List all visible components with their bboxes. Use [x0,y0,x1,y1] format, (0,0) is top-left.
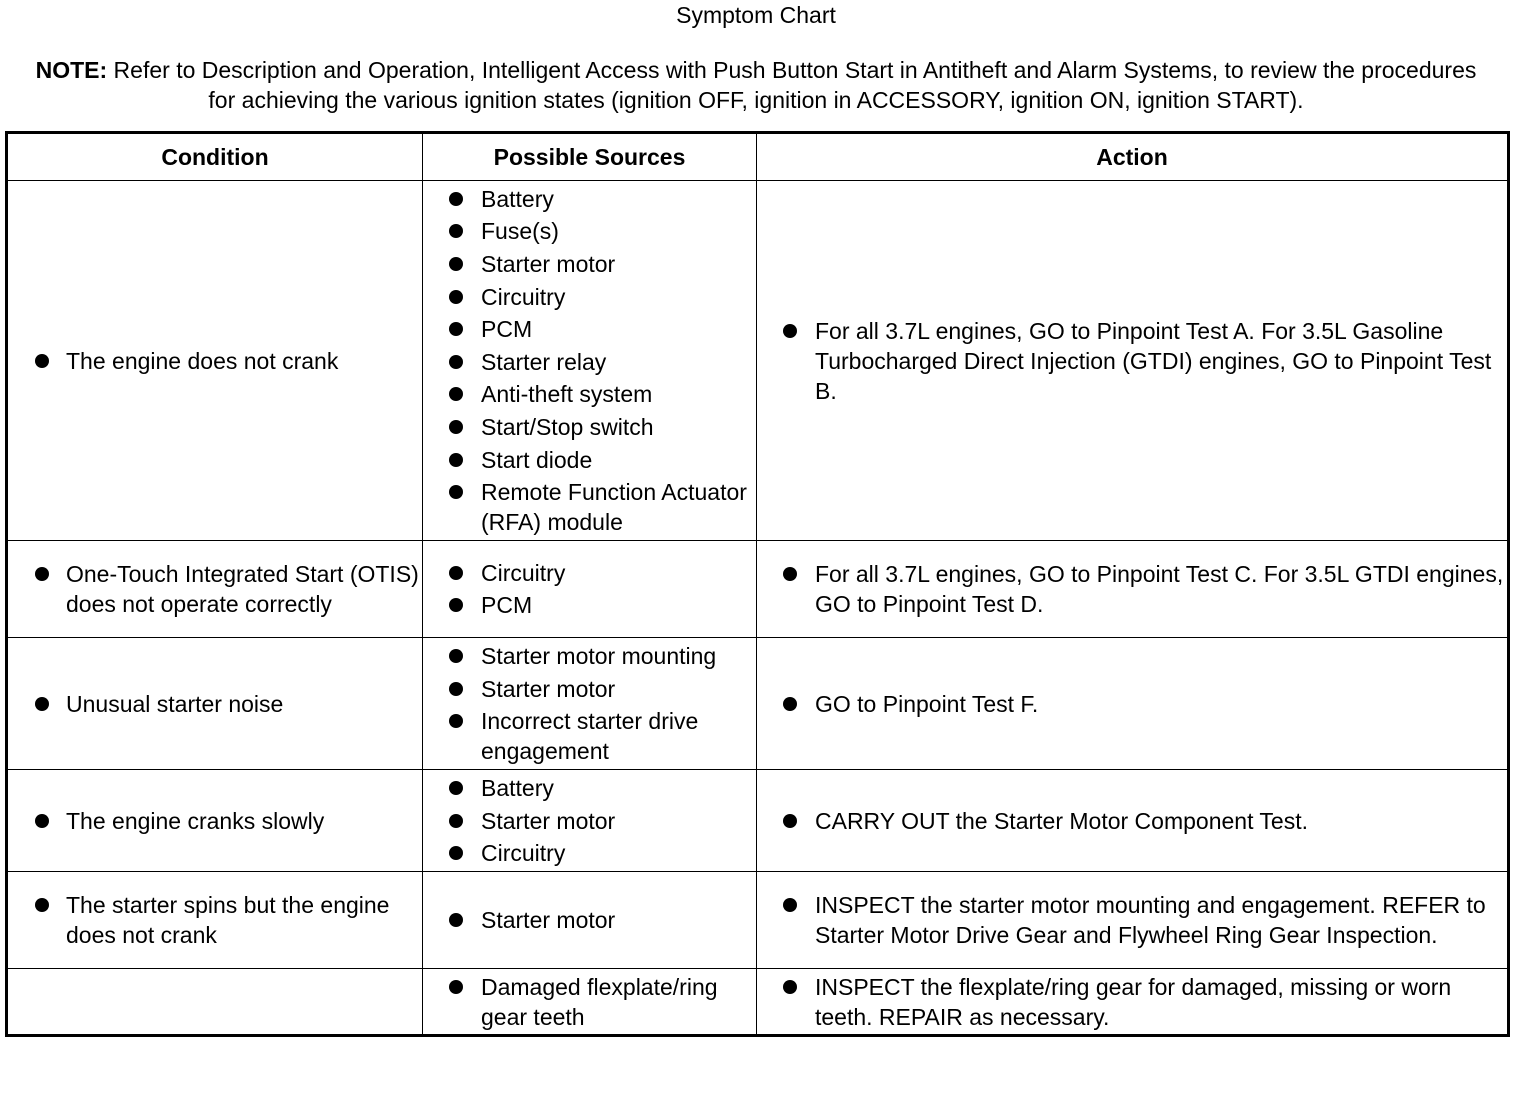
table-header-row [7,133,1509,181]
list-item-text: Incorrect starter drive engagement [481,708,699,765]
sources-list [423,184,756,537]
condition-list [8,890,422,950]
action-cell [757,181,1509,541]
list-item [8,689,422,719]
list-item-text: CARRY OUT the Starter Motor Component Test. [815,807,1309,834]
list-item [757,806,1507,836]
list-item [423,641,756,671]
list-item [423,674,756,704]
list-item-text: The engine cranks slowly [66,807,325,834]
list-item [757,689,1507,719]
bullet-icon [449,649,463,663]
bullet-icon [783,697,797,711]
table-row [7,181,1509,541]
sources-list [423,558,756,621]
list-item [423,972,756,1032]
list-item [423,314,756,344]
bullet-icon [783,324,797,338]
possible-sources-cell [423,969,757,1036]
condition-list [8,689,422,719]
list-item-text: Battery [481,774,554,801]
condition-cell [7,770,423,872]
condition-list [8,806,422,836]
action-cell [757,969,1509,1036]
bullet-icon [449,714,463,728]
sources-list [423,641,756,766]
list-item-text: For all 3.7L engines, GO to Pinpoint Test C. For 3.5L GTDI engines, GO to Pinpoint Test D. [815,561,1504,617]
list-item [423,590,756,620]
list-item [423,477,756,537]
bullet-icon [783,980,797,994]
list-item [423,445,756,475]
bullet-icon [449,192,463,206]
bullet-icon [449,485,463,499]
action-list [757,559,1507,619]
bullet-icon [449,290,463,304]
bullet-icon [449,566,463,580]
action-list [757,890,1507,950]
condition-cell [7,969,423,1036]
list-item [757,890,1507,950]
list-item-text: One-Touch Integrated Start (OTIS) does not operate correctly [66,561,419,617]
list-item-text: Start diode [481,446,593,473]
list-item-text: PCM [481,316,533,343]
list-item [423,558,756,588]
list-item [8,346,422,376]
condition-list [8,559,422,619]
bullet-icon [783,567,797,581]
list-item [423,905,756,935]
page-title: Symptom Chart [676,2,836,28]
action-cell [757,770,1509,872]
condition-cell [7,638,423,770]
table-row [7,969,1509,1036]
condition-list [8,346,422,376]
list-item-text: Anti-theft system [481,381,653,408]
table-row [7,770,1509,872]
list-item-text: Starter motor [481,807,616,834]
list-item-text: Start/Stop switch [481,413,654,440]
list-item-text: The engine does not crank [66,347,339,374]
list-item [423,806,756,836]
bullet-icon [449,980,463,994]
bullet-icon [35,354,49,368]
action-cell [757,541,1509,638]
action-list [757,689,1507,719]
bullet-icon [35,567,49,581]
list-item [757,316,1507,406]
list-item [423,184,756,214]
list-item-text: Starter relay [481,348,607,375]
note [30,55,1482,115]
bullet-icon [449,913,463,927]
list-item [423,412,756,442]
table-row [7,541,1509,638]
list-item-text: Unusual starter noise [66,690,284,717]
action-list [757,806,1507,836]
action-cell [757,872,1509,969]
list-item [757,972,1507,1032]
table-row [7,638,1509,770]
symptom-table [5,131,1510,1037]
bullet-icon [449,322,463,336]
note-text: Refer to Description and Operation, Intelligent Access with Push Button Start in Antitheft and Alarm Systems, to review the procedures for achieving the various ignition states (ignition OFF, ignition in ACCESSORY, ignition ON, ignition START). [107,57,1477,113]
list-item-text: Circuitry [481,283,566,310]
list-item-text: GO to Pinpoint Test F. [815,690,1039,717]
condition-cell [7,872,423,969]
list-item-text: Damaged flexplate/ring gear teeth [481,973,718,1030]
sources-list [423,905,756,935]
bullet-icon [449,846,463,860]
bullet-icon [449,224,463,238]
list-item [8,890,422,950]
list-item-text: Circuitry [481,559,566,586]
list-item-text: Starter motor [481,907,616,933]
bullet-icon [783,898,797,912]
list-item [8,559,422,619]
list-item-text: Fuse(s) [481,218,559,245]
condition-cell [7,181,423,541]
bullet-icon [35,697,49,711]
list-item-text: INSPECT the starter motor mounting and engagement. REFER to Starter Motor Drive Gear and Flywheel Ring Gear Inspection. [815,892,1486,948]
action-list [757,316,1507,406]
bullet-icon [449,814,463,828]
bullet-icon [449,453,463,467]
list-item-text: Starter motor [481,675,616,702]
condition-cell [7,541,423,638]
bullet-icon [449,598,463,612]
possible-sources-cell [423,541,757,638]
list-item [8,806,422,836]
list-item [423,282,756,312]
list-item [423,379,756,409]
sources-list [423,972,756,1032]
possible-sources-cell [423,638,757,770]
list-item-text: For all 3.7L engines, GO to Pinpoint Test A. For 3.5L Gasoline Turbocharged Direct Injection (GTDI) engines, GO to Pinpoint Test B. [815,317,1492,404]
list-item-text: The starter spins but the engine does not crank [66,892,390,948]
possible-sources-cell [423,770,757,872]
list-item-text: Battery [481,185,554,212]
header-condition: Condition [7,133,423,181]
action-cell [757,638,1509,770]
action-list [757,972,1507,1032]
table-row [7,872,1509,969]
list-item-text: Starter motor mounting [481,642,717,669]
list-item [423,216,756,246]
bullet-icon [35,814,49,828]
note-label: NOTE: [35,57,108,83]
bullet-icon [783,814,797,828]
header-action: Action [757,133,1509,181]
bullet-icon [449,355,463,369]
bullet-icon [35,898,49,912]
list-item-text: INSPECT the flexplate/ring gear for damaged, missing or worn teeth. REPAIR as necessary. [815,973,1452,1030]
list-item [423,249,756,279]
header-possible-sources: Possible Sources [423,133,757,181]
list-item-text: Circuitry [481,840,566,867]
possible-sources-cell [423,181,757,541]
list-item [423,706,756,766]
sources-list [423,773,756,868]
bullet-icon [449,420,463,434]
list-item-text: Starter motor [481,251,616,278]
possible-sources-cell [423,872,757,969]
list-item [423,347,756,377]
list-item [423,773,756,803]
list-item-text: PCM [481,592,533,619]
list-item [757,559,1507,619]
bullet-icon [449,682,463,696]
bullet-icon [449,387,463,401]
bullet-icon [449,257,463,271]
bullet-icon [449,781,463,795]
list-item-text: Remote Function Actuator (RFA) module [481,479,747,536]
list-item [423,838,756,868]
